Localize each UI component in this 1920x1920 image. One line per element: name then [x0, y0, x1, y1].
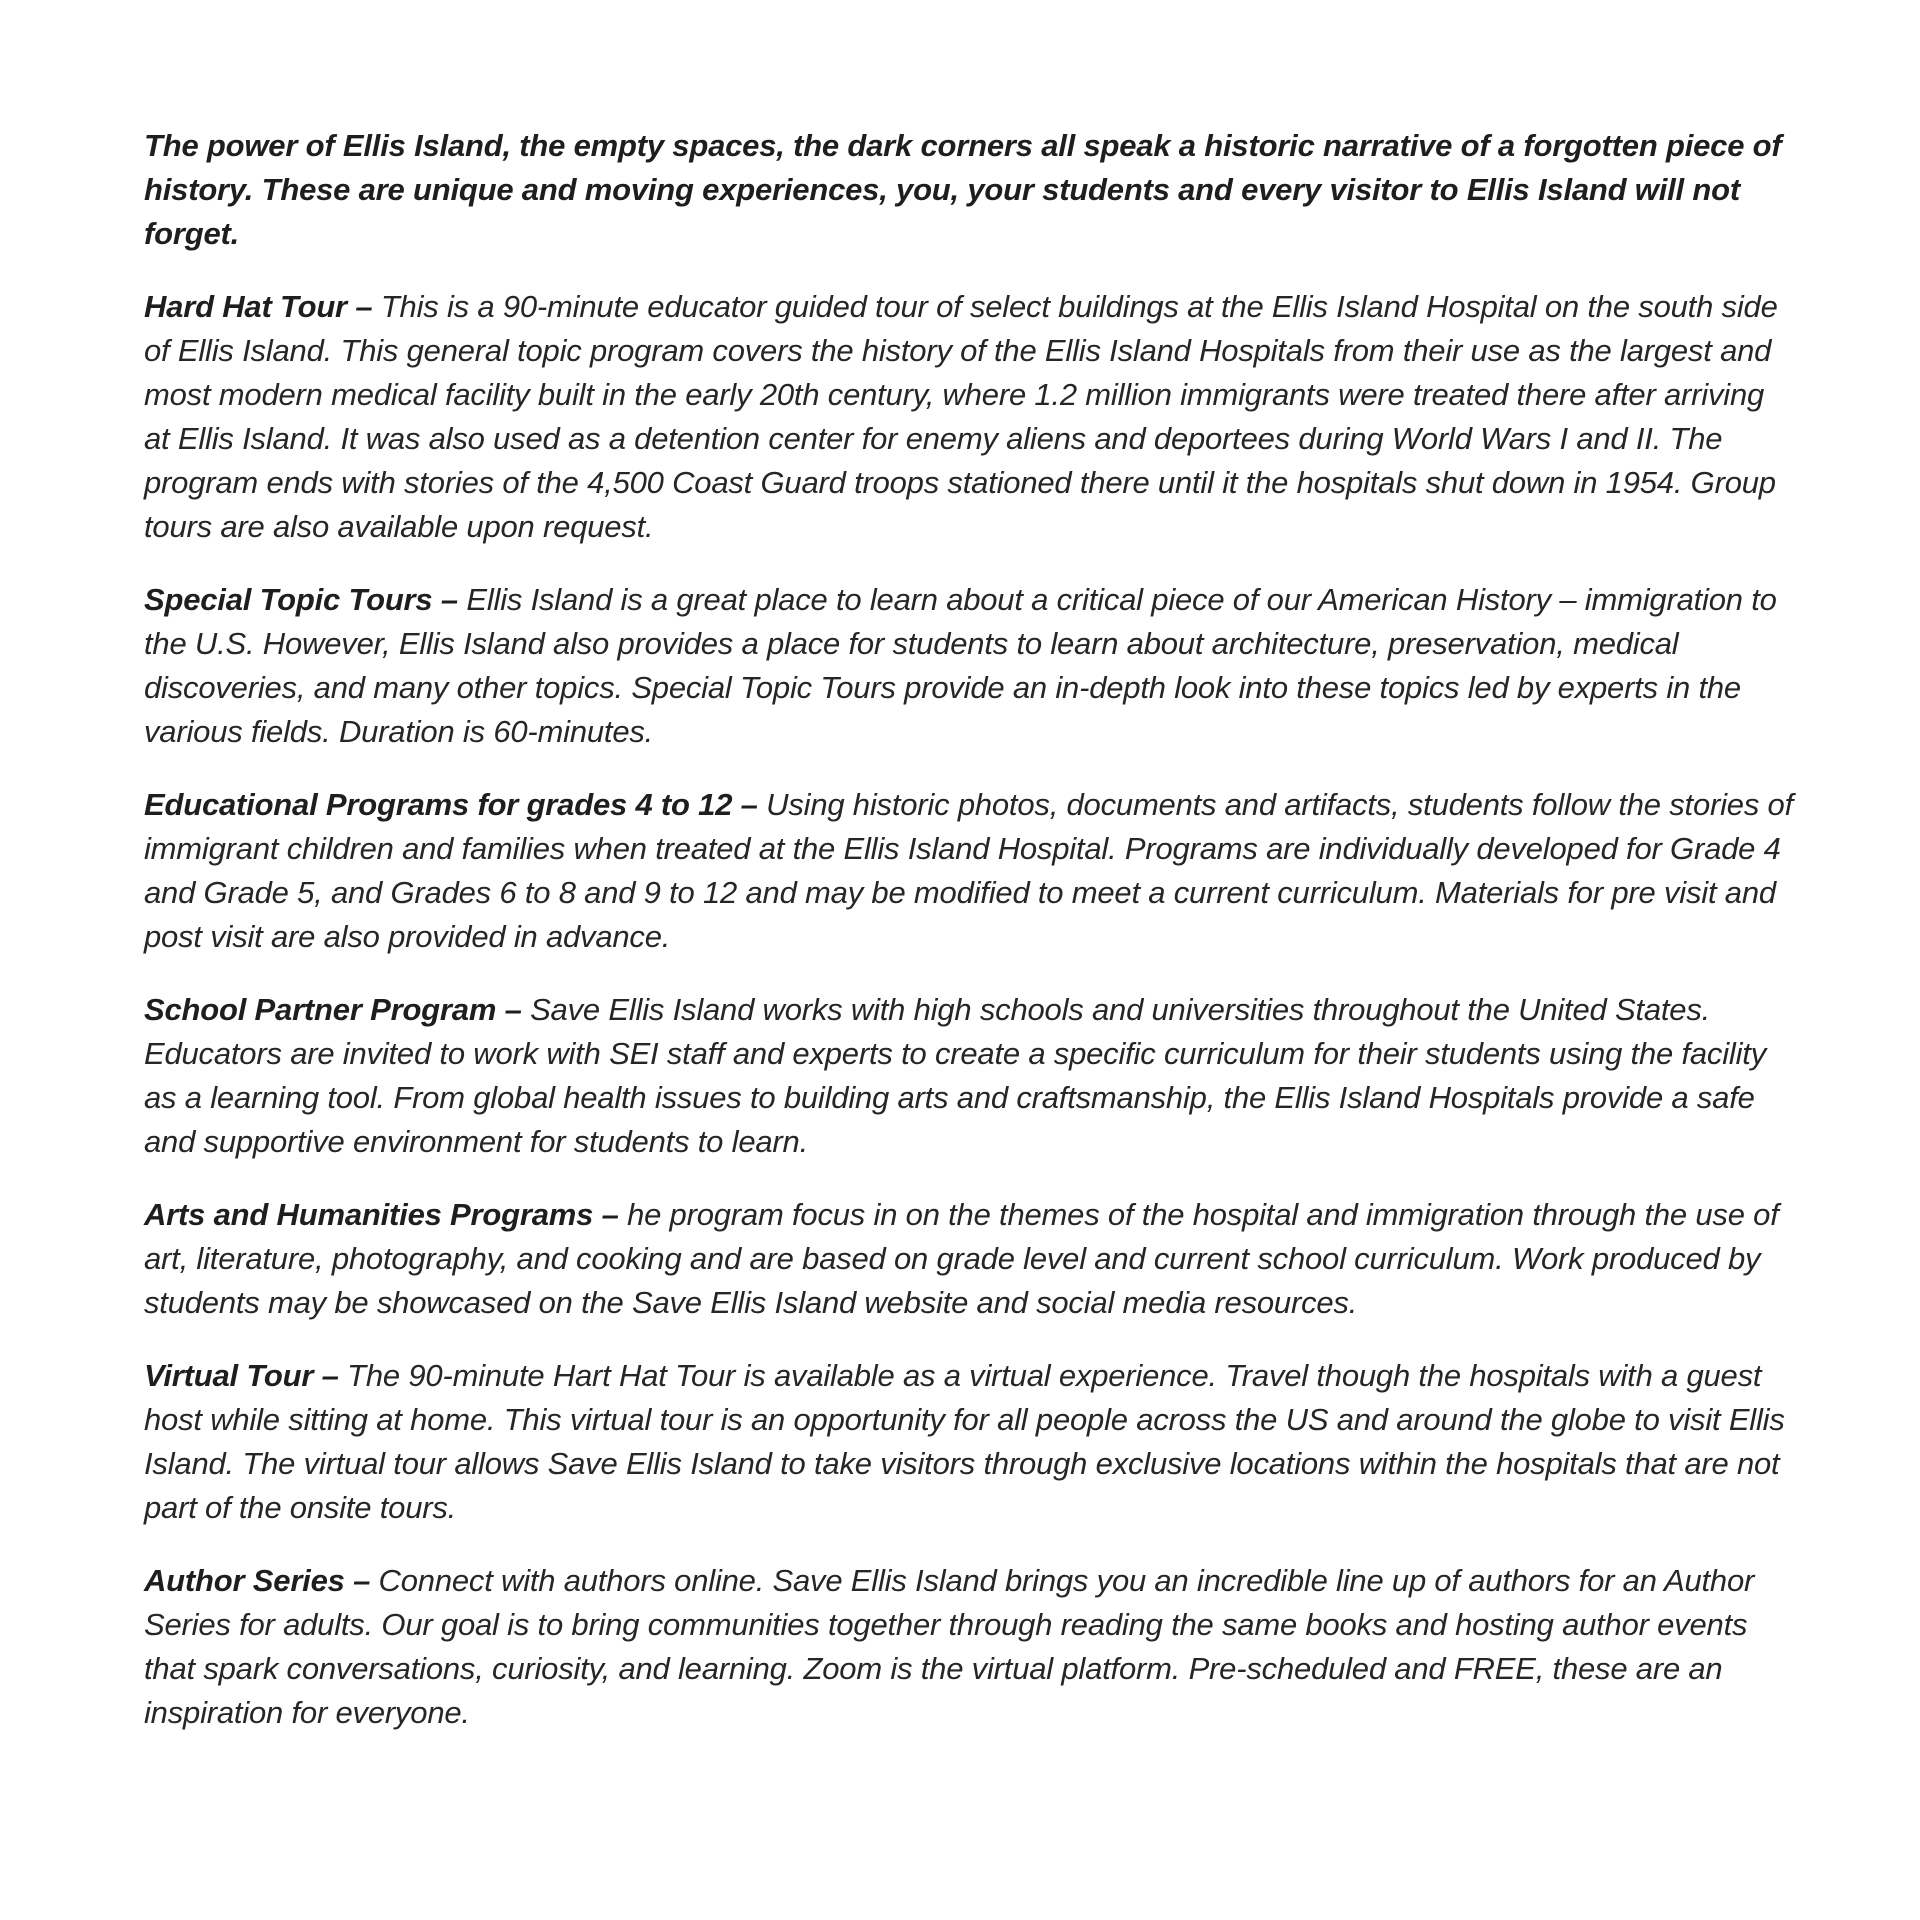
section-body: Save Ellis Island works with high schools and universities throughout the United States. Educators are invited to work with SEI staff and experts to create a specific curriculum for their students using the facility as a learning tool. From global health issues to building arts and craftsmanship, the Ellis Island Hospitals provide a safe and supportive environment for students to learn. [144, 992, 1766, 1159]
section-body: Using historic photos, documents and artifacts, students follow the stories of immigrant children and families when treated at the Ellis Island Hospital. Programs are individually developed for Grade 4 and Grade 5, and Grades 6 to 8 and 9 to 12 and may be modified to meet a current curriculum. Materials for pre visit and post visit are also provided in advance. [144, 787, 1794, 954]
section-title: Arts and Humanities Programs – [144, 1197, 619, 1232]
section-body: Connect with authors online. Save Ellis Island brings you an incredible line up of authors for an Author Series for adults. Our goal is to bring communities together through reading the same books and hosting author events that spark conversations, curiosity, and learning. Zoom is the virtual platform. Pre-scheduled and FREE, these are an inspiration for everyone. [144, 1563, 1755, 1730]
section-title: Special Topic Tours – [144, 582, 458, 617]
section-school-partner-program [144, 988, 1796, 1164]
section-body: The 90-minute Hart Hat Tour is available as a virtual experience. Travel though the hospitals with a guest host while sitting at home. This virtual tour is an opportunity for all people across the US and around the globe to visit Ellis Island. The virtual tour allows Save Ellis Island to take visitors through exclusive locations within the hospitals that are not part of the onsite tours. [144, 1358, 1785, 1525]
section-virtual-tour [144, 1354, 1796, 1530]
intro-paragraph: The power of Ellis Island, the empty spaces, the dark corners all speak a historic narrative of a forgotten piece of history. These are unique and moving experiences, you, your students and every visitor to Ellis Island will not forget. [144, 128, 1782, 251]
section-body: This is a 90-minute educator guided tour of select buildings at the Ellis Island Hospital on the south side of Ellis Island. This general topic program covers the history of the Ellis Island Hospitals from their use as the largest and most modern medical facility built in the early 20th century, where 1.2 million immigrants were treated there after arriving at Ellis Island. It was also used as a detention center for enemy aliens and deportees during World Wars I and II. The program ends with stories of the 4,500 Coast Guard troops stationed there until it the hospitals shut down in 1954. Group tours are also available upon request. [144, 289, 1778, 544]
section-title: Educational Programs for grades 4 to 12 – [144, 787, 758, 822]
section-body: he program focus in on the themes of the hospital and immigration through the use of art, literature, photography, and cooking and are based on grade level and current school curriculum. Work produced by students may be showcased on the Save Ellis Island website and social media resources. [144, 1197, 1779, 1320]
section-author-series [144, 1559, 1796, 1735]
section-educational-programs [144, 783, 1796, 959]
document-page [144, 124, 1796, 1764]
section-body: Ellis Island is a great place to learn about a critical piece of our American History – immigration to the U.S. However, Ellis Island also provides a place for students to learn about architecture, preservation, medical discoveries, and many other topics. Special Topic Tours provide an in-depth look into these topics led by experts in the various fields. Duration is 60-minutes. [144, 582, 1777, 749]
section-hard-hat-tour [144, 285, 1796, 549]
section-title: Author Series – [144, 1563, 371, 1598]
section-title: Virtual Tour – [144, 1358, 339, 1393]
section-arts-humanities-programs [144, 1193, 1796, 1325]
section-title: Hard Hat Tour – [144, 289, 373, 324]
section-title: School Partner Program – [144, 992, 522, 1027]
section-special-topic-tours [144, 578, 1796, 754]
